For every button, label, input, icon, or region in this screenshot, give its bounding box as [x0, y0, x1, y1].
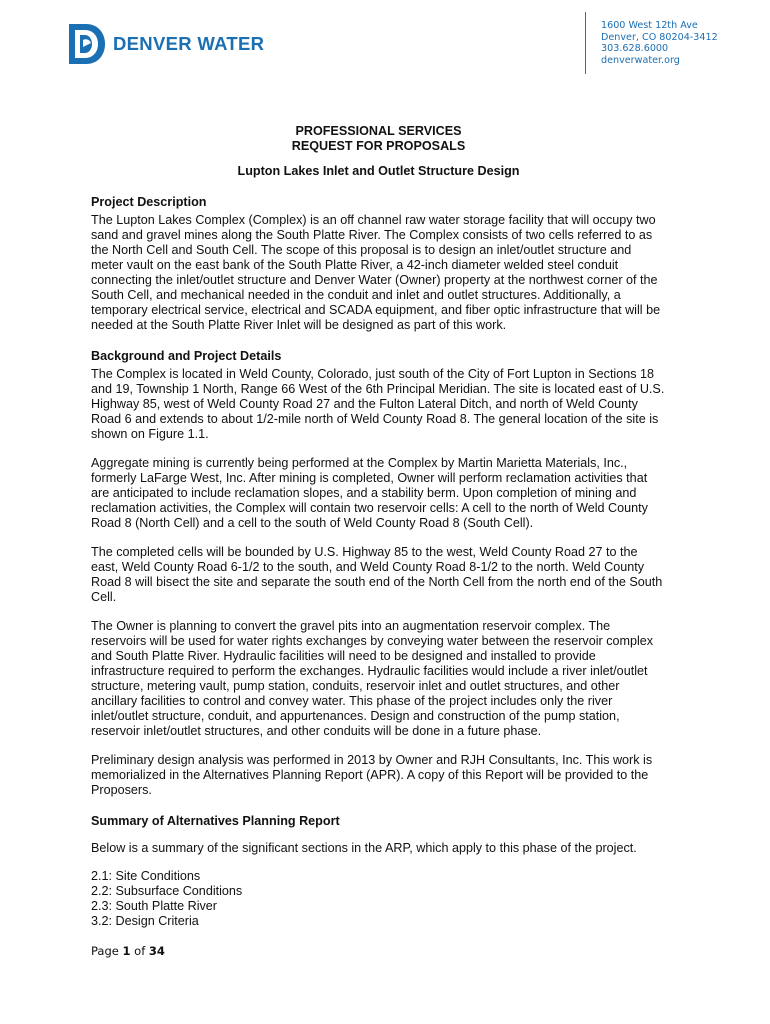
paragraph: Below is a summary of the significant sections in the ARP, which apply to this phase of the project. [91, 841, 637, 855]
section-heading: Project Description [91, 195, 207, 209]
phone-line: 303.628.6000 [601, 43, 669, 55]
paragraph: The Owner is planning to convert the gravel pits into an augmentation reservoir complex. The reservoirs will be used for water rights exchanges by conveying water between the reservoir complex and South Platte River. Hydraulic facilities will need to be designed and installed to provide infrastructure required to perform the exchanges. Hydraulic facilities would include a river inlet/outlet structure, metering vault, pump station, conduits, reservoir inlet and outlet structures, and other ancillary facilities to control and convey water. This phase of the project includes only the river inlet/outlet structure, conduit, and appurtenances. Design and construction of the pump station, reservoir inlet/outlet structures, and other conduits will be done in a future phase. [91, 619, 654, 738]
paragraph: The Complex is located in Weld County, Colorado, just south of the City of Fort Lupton in Sections 18 and 19, Township 1 North, Range 66 West of the 6th Principal Meridian. The site is located east of U.S. Highway 85, west of Weld County Road 27 and the Fulton Lateral Ditch, and north of Weld County Road 6 and extends to about 1/2-mile north of Weld County Road 8. The general location of the site is shown on Figure 1.1. [91, 367, 665, 441]
section-heading: Background and Project Details [91, 349, 282, 363]
denver-water-d-icon [69, 24, 105, 64]
address-line: Denver, CO 80204-3412 [601, 31, 718, 43]
page-footer [91, 944, 165, 958]
paragraph: Aggregate mining is currently being performed at the Complex by Martin Marietta Materials, Inc., formerly LaFarge West, Inc. After mining is completed, Owner will perform reclamation activities that are anticipated to include reclamation slopes, and a stability berm. Upon completion of mining and reclamation activities, the Complex will contain two reservoir cells: A cell to the north of Weld County Road 8 (North Cell) and a cell to the south of Weld County Road 8 (South Cell). [91, 456, 648, 530]
paragraph: The completed cells will be bounded by U.S. Highway 85 to the west, Weld County Road 27 to the east, Weld County Road 6-1/2 to the south, and Weld County Road 8-1/2 to the north. Weld County Road 8 will bisect the site and separate the south end of the North Cell from the north end of the South Cell. [91, 545, 663, 604]
section-heading: Summary of Alternatives Planning Report [91, 814, 340, 828]
denver-water-logo [69, 24, 269, 64]
address-line: 1600 West 12th Ave [601, 20, 698, 31]
list-item: 2.3: South Platte River [91, 899, 218, 913]
document-body [91, 124, 666, 929]
section-list [91, 869, 666, 929]
paragraph: The Lupton Lakes Complex (Complex) is an off channel raw water storage facility that will occupy two sand and gravel mines along the South Platte River. The Complex consists of two cells referred to as the North Cell and South Cell. The scope of this proposal is to design an inlet/outlet structure and meter vault on the east bank of the South Platte River, a 42-inch diameter welded steel conduit connecting the inlet/outlet structure and Denver Water (Owner) property at the northwest corner of the South Cell, and mechanical needed in the conduit and inlet and outlet structures. Additionally, a temporary electrical service, electrical and SCADA equipment, and fiber optic infrastructure that will be needed at the South Platte River Inlet will be designed as part of this work. [91, 213, 661, 332]
website-line: denverwater.org [601, 54, 680, 66]
paragraph: Preliminary design analysis was performed in 2013 by Owner and RJH Consultants, Inc. This work is memorialized in the Alternatives Planning Report (APR). A copy of this Report will be provided to the Proposers. [91, 753, 653, 797]
doc-subtitle: Lupton Lakes Inlet and Outlet Structure Design [237, 164, 520, 178]
of-label: of [134, 944, 146, 958]
logo-text: DENVER WATER [113, 33, 265, 54]
list-item: 2.2: Subsurface Conditions [91, 884, 243, 898]
doc-title-line1: PROFESSIONAL SERVICES [295, 124, 462, 138]
page-label: Page [91, 944, 119, 958]
page-number: 1 [122, 944, 131, 958]
list-item: 3.2: Design Criteria [91, 914, 199, 928]
list-item: 2.1: Site Conditions [91, 869, 201, 883]
header-divider [585, 12, 586, 74]
doc-title-line2: REQUEST FOR PROPOSALS [291, 139, 466, 153]
address-block [601, 20, 718, 66]
total-pages: 34 [148, 944, 165, 958]
